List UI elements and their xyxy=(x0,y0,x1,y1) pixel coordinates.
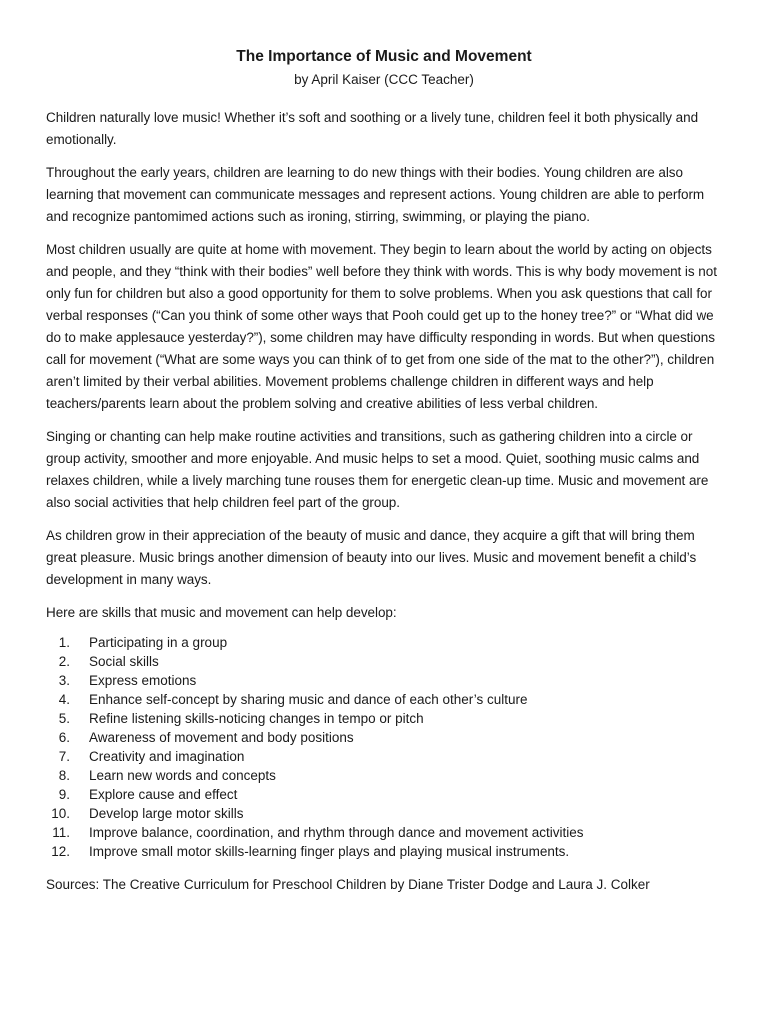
list-item xyxy=(46,652,722,671)
sources-citation: Sources: The Creative Curriculum for Preschool Children by Diane Trister Dodge and Laura J. Colker xyxy=(46,877,650,892)
list-item xyxy=(46,709,722,728)
skills-list xyxy=(46,633,722,861)
list-number: 2. xyxy=(58,654,70,669)
list-item xyxy=(46,690,722,709)
page-title: The Importance of Music and Movement xyxy=(236,48,532,65)
list-item xyxy=(46,633,722,652)
list-number: 6. xyxy=(58,730,70,745)
list-text: Enhance self-concept by sharing music and dance of each other’s culture xyxy=(89,692,528,707)
paragraph-early-years: Throughout the early years, children are learning to do new things with their bodies. Young children are also learning that movement can communicate messages and represent actions. Young children are able to perform and recognize pantomimed actions such as ironing, stirring, swimming, or playing the piano. xyxy=(46,165,705,224)
list-item xyxy=(46,785,722,804)
list-text: Improve balance, coordination, and rhythm through dance and movement activities xyxy=(89,825,584,840)
list-number: 10. xyxy=(51,806,70,821)
list-number: 8. xyxy=(58,768,70,783)
list-number: 1. xyxy=(58,635,70,650)
paragraph-skills-intro: Here are skills that music and movement can help develop: xyxy=(46,605,397,620)
list-text: Participating in a group xyxy=(89,635,228,650)
list-text: Awareness of movement and body positions xyxy=(89,730,354,745)
paragraph-intro: Children naturally love music! Whether it’s soft and soothing or a lively tune, children feel it both physically and emotionally. xyxy=(46,110,699,147)
list-item xyxy=(46,747,722,766)
list-number: 9. xyxy=(58,787,70,802)
list-number: 5. xyxy=(58,711,70,726)
list-item xyxy=(46,766,722,785)
byline: by April Kaiser (CCC Teacher) xyxy=(294,72,474,87)
paragraph-singing: Singing or chanting can help make routine activities and transitions, such as gathering children into a circle or group activity, smoother and more enjoyable. And music helps to set a mood. Quiet, soothing music calms and relaxes children, while a lively marching tune rouses them for energetic clean-up time. Music and movement are also social activities that help children feel part of the group. xyxy=(46,429,709,510)
list-text: Improve small motor skills-learning finger plays and playing musical instruments. xyxy=(89,844,570,859)
list-number: 12. xyxy=(51,844,70,859)
list-text: Social skills xyxy=(89,654,159,669)
list-text: Learn new words and concepts xyxy=(89,768,276,783)
list-text: Creativity and imagination xyxy=(89,749,245,764)
list-item xyxy=(46,823,722,842)
list-number: 11. xyxy=(52,825,70,840)
list-number: 7. xyxy=(58,749,70,764)
list-item xyxy=(46,671,722,690)
list-number: 3. xyxy=(58,673,70,688)
list-text: Refine listening skills-noticing changes in tempo or pitch xyxy=(89,711,424,726)
list-item xyxy=(46,728,722,747)
list-number: 4. xyxy=(58,692,70,707)
list-text: Develop large motor skills xyxy=(89,806,244,821)
list-text: Explore cause and effect xyxy=(89,787,238,802)
paragraph-appreciation: As children grow in their appreciation of the beauty of music and dance, they acquire a gift that will bring them great pleasure. Music brings another dimension of beauty into our lives. Music and movement benefit a child’s development in many ways. xyxy=(46,528,697,587)
list-item xyxy=(46,842,722,861)
list-item xyxy=(46,804,722,823)
document-page xyxy=(46,46,722,895)
paragraph-movement: Most children usually are quite at home with movement. They begin to learn about the world by acting on objects and people, and they “think with their bodies” well before they think with words. This is why body movement is not only fun for children but also a good opportunity for them to solve problems. When you ask questions that call for verbal responses (“Can you think of some other ways that Pooh could get up to the honey tree?” or “What did we do to make applesauce yesterday?”), some children may have difficulty responding in words. But when questions call for movement (“What are some ways you can think of to get from one side of the mat to the other?”), children aren’t limited by their verbal abilities. Movement problems challenge children in different ways and help teachers/parents learn about the problem solving and creative abilities of less verbal children. xyxy=(46,242,717,411)
list-text: Express emotions xyxy=(89,673,197,688)
